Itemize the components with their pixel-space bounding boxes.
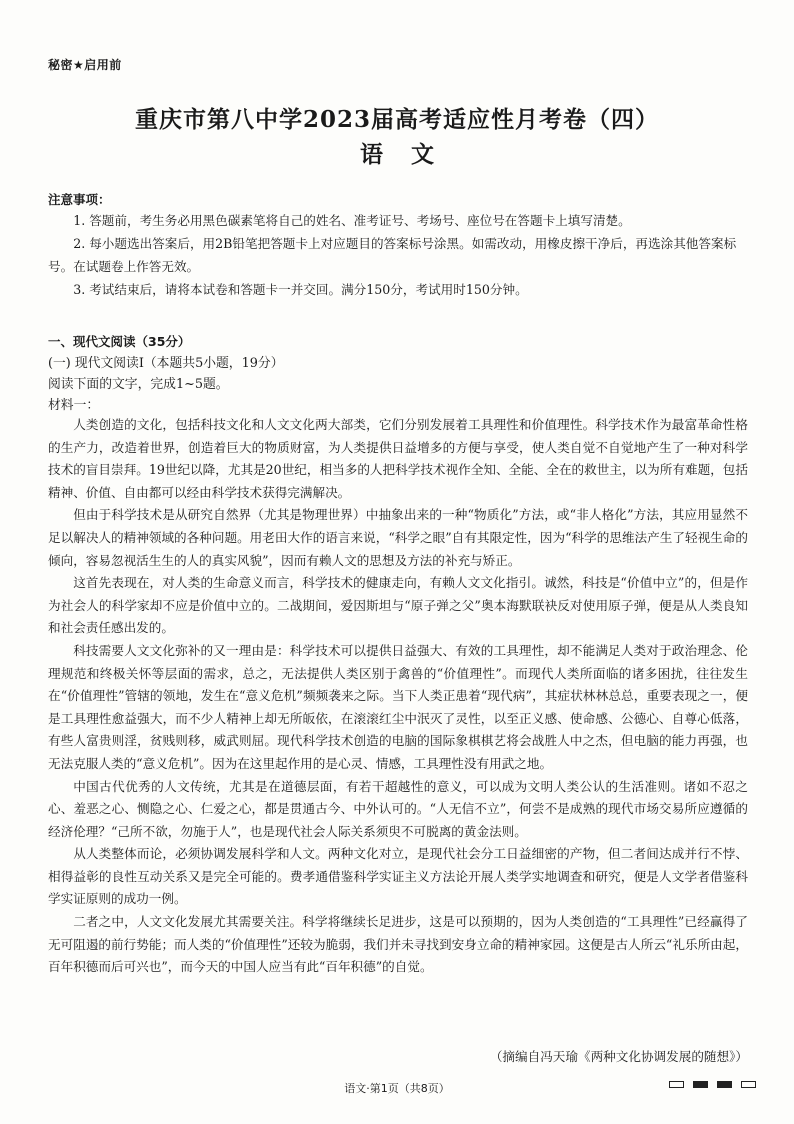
notice-list	[48, 209, 748, 301]
confidential-label: 秘密★启用前	[48, 58, 122, 72]
article-body	[48, 414, 748, 979]
subject-title: 语文	[360, 141, 462, 168]
article-paragraph: 但由于科学技术是从研究自然界（尤其是物理世界）中抽象出来的一种“物质化”方法，或“非人格化”方法，其应用显然不足以解决人的精神领域的各种问题。用老田大作的语言来说，“科学之眼”自有其限定性，因为“科学的思维法产生了轻视生命的倾向，容易忽视活生生的人的真实风貌”，因而有赖人文的思想及方法的补充与矫正。	[48, 507, 748, 568]
notice-heading: 注意事项：	[48, 192, 111, 207]
notice-item: 2. 每小题选出答案后，用2B铅笔把答题卡上对应题目的答案标号涂黑。如需改动，用橡皮擦干净后，再选涂其他答案标号。在试题卷上作答无效。	[48, 236, 737, 274]
notice-item: 3. 考试结束后，请将本试卷和答题卡一并交回。满分150分，考试用时150分钟。	[73, 282, 528, 297]
exam-title: 重庆市第八中学2023届高考适应性月考卷（四）	[134, 106, 659, 133]
section-subheading: (一) 现代文阅读Ⅰ（本题共5小题，19分）	[48, 356, 284, 371]
reading-instruction: 阅读下面的文字，完成1~5题。	[48, 377, 229, 392]
page-mark-outline	[669, 1081, 684, 1088]
article-paragraph: 从人类整体而论，必须协调发展科学和人文。两种文化对立，是现代社会分工日益细密的产物，但二者间达成并行不悖、相得益彰的良性互动关系又是完全可能的。费孝通借鉴科学实证主义方法论开展人类学实地调查和研究，便是人文学者借鉴科学实证原则的成功一例。	[48, 846, 748, 907]
page-mark-filled	[717, 1081, 732, 1088]
article-paragraph: 二者之中，人文文化发展尤其需要关注。科学将继续长足进步，这是可以预期的，因为人类创造的“工具理性”已经赢得了无可阻遏的前行势能；而人类的“价值理性”还较为脆弱，我们并未寻找到安身立命的精神家园。这便是古人所云“礼乐所由起，百年积德而后可兴也”，而今天的中国人应当有此“百年积德”的自觉。	[48, 914, 748, 975]
page-mark-filled	[693, 1081, 708, 1088]
article-source: （摘编自冯天瑜《两种文化协调发展的随想》）	[489, 1049, 748, 1064]
article-paragraph: 中国古代优秀的人文传统，尤其是在道德层面，有若干超越性的意义，可以成为文明人类公认的生活准则。诸如不忍之心、羞恶之心、恻隐之心、仁爱之心，都是贯通古今、中外认可的。“人无信不立”，何尝不是成熟的现代市场交易所应遵循的经济伦理？“己所不欲，勿施于人”，也是现代社会人际关系须臾不可脱离的黄金法则。	[48, 778, 748, 839]
notice-item: 1. 答题前，考生务必用黑色碳素笔将自己的姓名、准考证号、考场号、座位号在答题卡上填写清楚。	[73, 213, 631, 228]
article-paragraph: 这首先表现在，对人类的生命意义而言，科学技术的健康走向，有赖人文文化指引。诚然，科技是“价值中立”的，但是作为社会人的科学家却不应是价值中立的。二战期间，爱因斯坦与“原子弹之父”奥本海默联袂反对使用原子弹，便是从人类良知和社会责任感出发的。	[48, 575, 748, 636]
section-heading: 一、现代文阅读（35分）	[48, 334, 191, 349]
page-marks	[669, 1081, 756, 1088]
article-paragraph: 科技需要人文文化弥补的又一理由是：科学技术可以提供日益强大、有效的工具理性，却不能满足人类对于政治理念、伦理规范和终极关怀等层面的需求，总之，无法提供人类区别于禽兽的“价值理性”。而现代人类所面临的诸多困扰，往往发生在“价值理性”管辖的领地，发生在“意义危机”频频袭来之际。当下人类正患着“现代病”，其症状林林总总，重要表现之一，便是工具理性愈益强大，而不少人精神上却无所皈依，在滚滚红尘中泯灭了灵性，以至正义感、使命感、公德心、自尊心低落，有些人富贵则淫，贫贱则移，威武则屈。现代科学技术创造的电脑的国际象棋棋艺将会战胜人中之杰，但电脑的能力再强，也无法克服人类的“意义危机”。因为在这里起作用的是心灵、情感，工具理性没有用武之地。	[48, 642, 748, 771]
page-mark-outline	[741, 1081, 756, 1088]
material-label: 材料一：	[48, 398, 100, 413]
article-paragraph: 人类创造的文化，包括科技文化和人文文化两大部类，它们分别发展着工具理性和价值理性。科学技术作为最富革命性格的生产力，改造着世界，创造着巨大的物质财富，为人类提供日益增多的方便与享受，使人类自觉不自觉地产生了一种对科学技术的盲目崇拜。19世纪以降，尤其是20世纪，相当多的人把科学技术视作全知、全能、全在的救世主，以为所有难题，包括精神、价值、自由都可以经由科学技术获得完满解决。	[48, 417, 748, 500]
page-footer: 语文·第1页（共8页）	[344, 1082, 450, 1095]
